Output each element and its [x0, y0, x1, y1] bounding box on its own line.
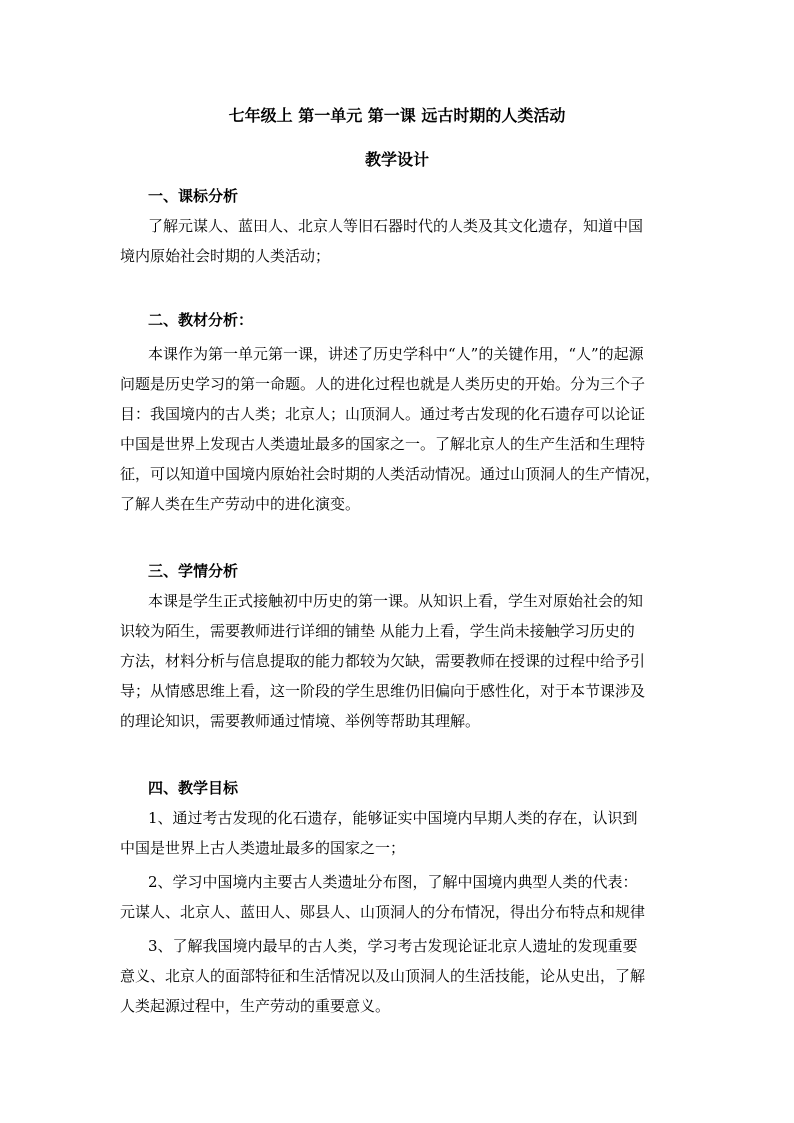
paragraph-line: 3、了解我国境内最早的古人类，学习考古发现论证北京人遗址的发现重要	[148, 937, 638, 955]
paragraph-line: 目：我国境内的古人类；北京人；山顶洞人。通过考古发现的化石遗存可以论证	[120, 405, 646, 423]
paragraph-line: 了解人类在生产劳动中的进化演变。	[120, 495, 361, 513]
document-subtitle: 教学设计	[364, 150, 429, 169]
paragraph-line: 本课是学生正式接触初中历史的第一课。从知识上看，学生对原始社会的知	[148, 592, 644, 610]
paragraph-line: 了解元谋人、蓝田人、北京人等旧石器时代的人类及其文化遗存，知道中国	[148, 217, 644, 235]
paragraph-line: 问题是历史学习的第一命题。人的进化过程也就是人类历史的开始。分为三个子	[120, 375, 646, 393]
paragraph-line: 征，可以知道中国境内原始社会时期的人类活动情况。通过山顶洞人的生产情况，	[120, 465, 661, 483]
paragraph-line: 中国是世界上古人类遗址最多的国家之一；	[120, 839, 406, 857]
paragraph-line: 元谋人、北京人、蓝田人、郧县人、山顶洞人的分布情况，得出分布特点和规律	[120, 903, 646, 921]
paragraph-line: 意义、北京人的面部特征和生活情况以及山顶洞人的生活技能，论从史出，了解	[120, 967, 646, 985]
paragraph-line: 方法，材料分析与信息提取的能力都较为欠缺，需要教师在授课的过程中给予引	[120, 652, 646, 670]
document-title: 七年级上 第一单元 第一课 远古时期的人类活动	[228, 106, 566, 125]
paragraph-line: 识较为陌生，需要教师进行详细的铺垫 从能力上看，学生尚未接触学习历史的	[120, 622, 635, 640]
paragraph-line: 的理论知识，需要教师通过情境、举例等帮助其理解。	[120, 712, 481, 730]
section-heading-textbook-analysis: 二、教材分析：	[148, 311, 254, 329]
section-heading-teaching-objectives: 四、教学目标	[148, 779, 239, 797]
paragraph-line: 2、学习中国境内主要古人类遗址分布图，了解中国境内典型人类的代表：	[148, 873, 638, 891]
paragraph-line: 人类起源过程中，生产劳动的重要意义。	[120, 997, 391, 1015]
paragraph-line: 导；从情感思维上看，这一阶段的学生思维仍旧偏向于感性化，对于本节课涉及	[120, 682, 646, 700]
paragraph-line: 境内原始社会时期的人类活动；	[120, 247, 331, 265]
section-heading-curriculum-standard: 一、课标分析	[148, 187, 239, 205]
paragraph-line: 1、通过考古发现的化石遗存，能够证实中国境内早期人类的存在，认识到	[148, 809, 638, 827]
paragraph-line: 本课作为第一单元第一课，讲述了历史学科中“人”的关键作用，“人”的起源	[148, 345, 644, 363]
paragraph-line: 中国是世界上发现古人类遗址最多的国家之一。了解北京人的生产生活和生理特	[120, 435, 646, 453]
section-heading-student-analysis: 三、学情分析	[148, 562, 239, 580]
